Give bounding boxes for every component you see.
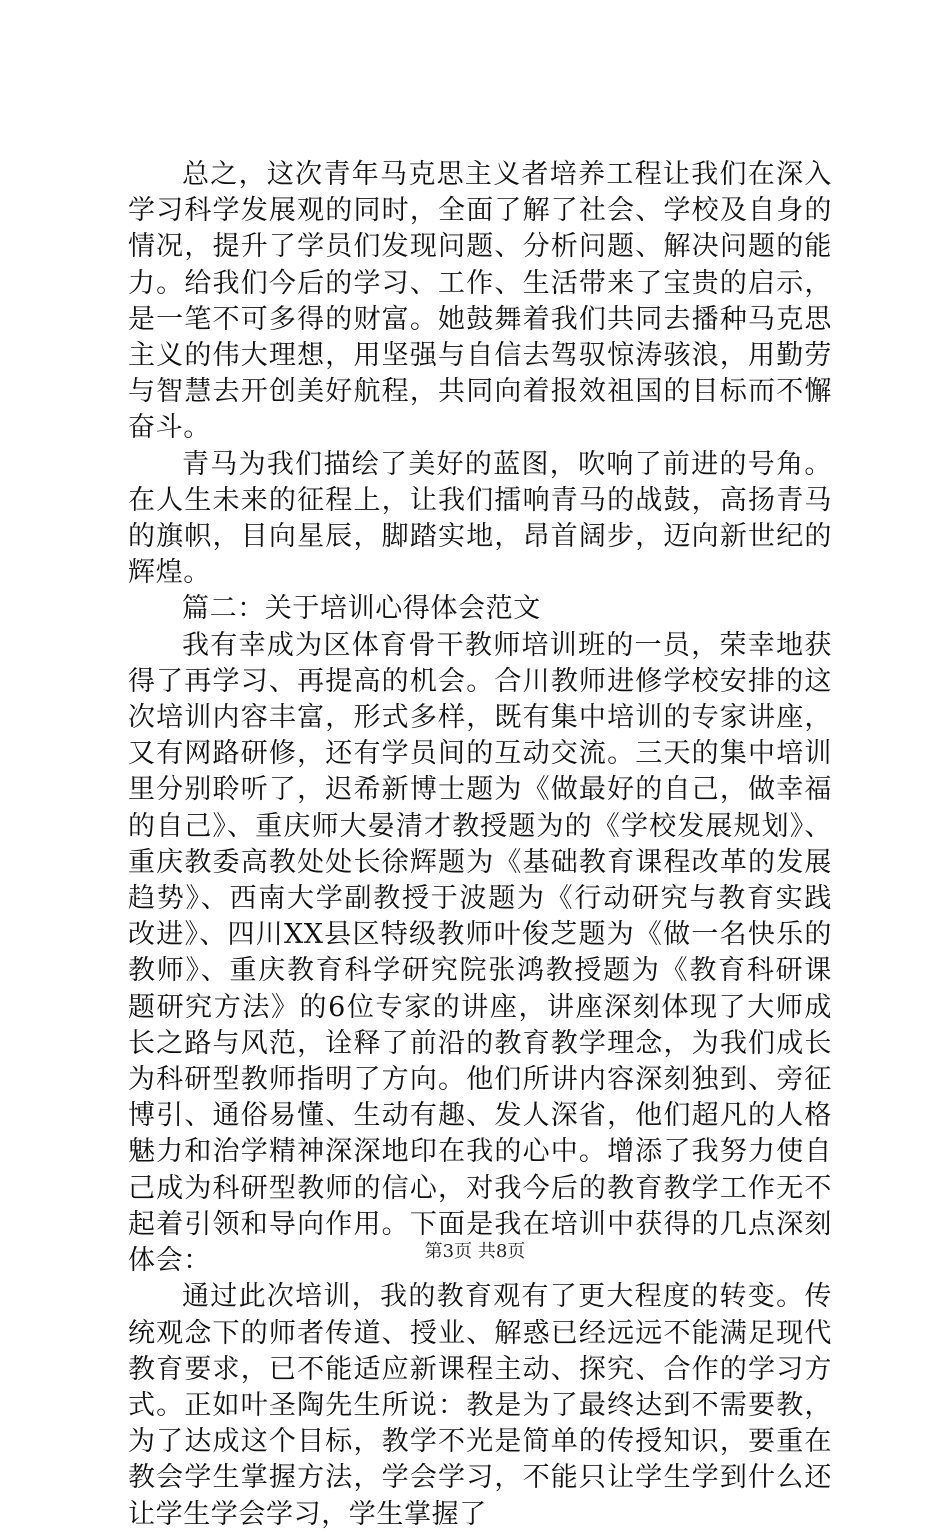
paragraph-education-view: 通过此次培训，我的教育观有了更大程度的转变。传统观念下的师者传道、授业、解惑已经远远不能满足现代教育要求，已不能适应新课程主动、探究、合作的学习方式。正如叶圣陶先生所说：教是为了最终达到不需要教，为了达成这个目标，教学不光是简单的传授知识，要重在教会学生掌握方法，学会学习，不能只让学生学到什么还让学生学会学习，学生掌握了 bbox=[128, 1281, 832, 1530]
paragraph-qingma: 青马为我们描绘了美好的蓝图，吹响了前进的号角。在人生未来的征程上，让我们擂响青马的战鼓，高扬青马的旗帜，目向星辰，脚踏实地，昂首阔步，迈向新世纪的辉煌。 bbox=[128, 448, 832, 589]
page-number-footer: 第3页 共8页 bbox=[424, 1241, 526, 1262]
section-heading: 篇二：关于培训心得体会范文 bbox=[182, 593, 541, 625]
paragraph-conclusion: 总之，这次青年马克思主义者培养工程让我们在深入学习科学发展观的同时，全面了解了社会、学校及自身的情况，提升了学员们发现问题、分析问题、解决问题的能力。给我们今后的学习、工作、生活带来了宝贵的启示，是一笔不可多得的财富。她鼓舞着我们共同去播种马克思主义的伟大理想，用坚强与自信去驾驭惊涛骇浪，用勤劳与智慧去开创美好航程，共同向着报效祖国的目标而不懈奋斗。 bbox=[128, 159, 832, 444]
paragraph-training-intro: 我有幸成为区体育骨干教师培训班的一员，荣幸地获得了再学习、再提高的机会。合川教师进修学校安排的这次培训内容丰富，形式多样，既有集中培训的专家讲座，又有网路研修，还有学员间的互动交流。三天的集中培训里分别聆听了，迟希新博士题为《做最好的自己，做幸福的自己》、重庆师大晏清才教授题为的《学校发展规划》、重庆教委高教处处长徐辉题为《基础教育课程改革的发展趋势》、西南大学副教授于波题为《行动研究与教育实践改进》、四川XX县区特级教师叶俊芝题为《做一名快乐的教师》、重庆教育科学研究院张鸿教授题为《教育科研课题研究方法》的6位专家的讲座，讲座深刻体现了大师成长之路与风范，诠释了前沿的教育教学理念，为我们成长为科研型教师指明了方向。他们所讲内容深刻独到、旁征博引、通俗易懂、生动有趣、发人深省，他们超凡的人格魅力和治学精神深深地印在我的心中。增添了我努力使自己成为科研型教师的信心，对我今后的教育教学工作无不起着引领和导向作用。下面是我在培训中获得的几点深刻体会： bbox=[128, 629, 832, 1277]
document-body bbox=[128, 157, 832, 1533]
